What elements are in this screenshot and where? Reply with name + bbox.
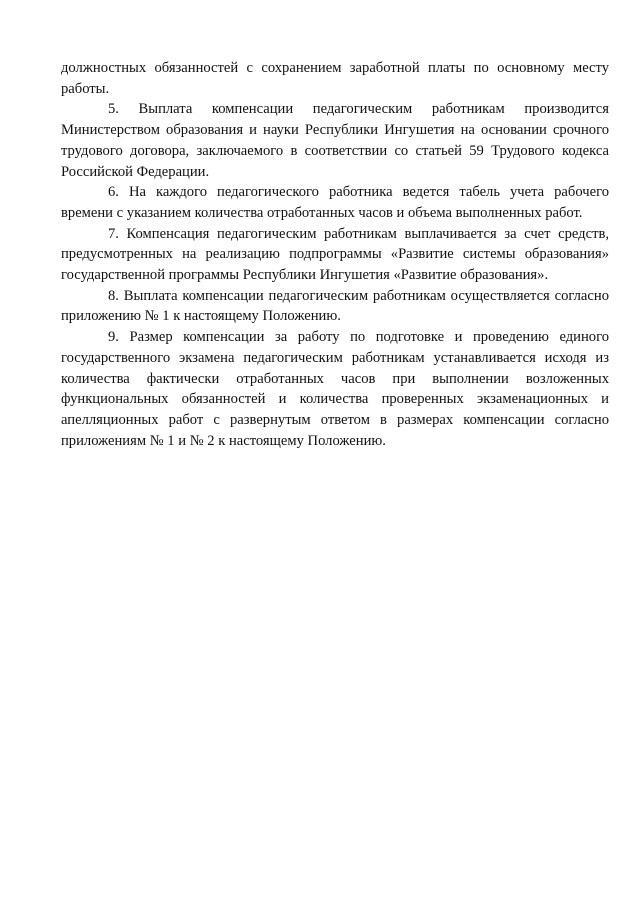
paragraph-item-7: 7. Компенсация педагогическим работникам выплачивается за счет средств, предусмотренных на реализацию подпрограммы «Развитие системы образования» государственной программы Республики Ингушетия «Развитие образования». (61, 225, 609, 284)
paragraph-item-6: 6. На каждого педагогического работника ведется табель учета рабочего времени с указанием количества отработанных часов и объема выполненных работ. (61, 184, 609, 221)
document-page (61, 58, 609, 451)
paragraph-item-5: 5. Выплата компенсации педагогическим работникам производится Министерством образования и науки Республики Ингушетия на основании срочного трудового договора, заключаемого в соответствии со статьей 59 Трудового кодекса Российской Федерации. (61, 101, 609, 180)
paragraph-item-8: 8. Выплата компенсации педагогическим работникам осуществляется согласно приложению № 1 к настоящему Положению. (61, 287, 609, 325)
paragraph-item-9: 9. Размер компенсации за работу по подготовке и проведению единого государственного экзамена педагогическим работникам устанавливается исходя из количества фактически отработанных часов при выполнении возложенных функциональных обязанностей и количества проверенных экзаменационных и апелляционных работ с развернутым ответом в размерах компенсации согласно приложениям № 1 и № 2 к настоящему Положению. (61, 329, 609, 449)
paragraph-continuation: должностных обязанностей с сохранением заработной платы по основному месту работы. (61, 60, 609, 97)
